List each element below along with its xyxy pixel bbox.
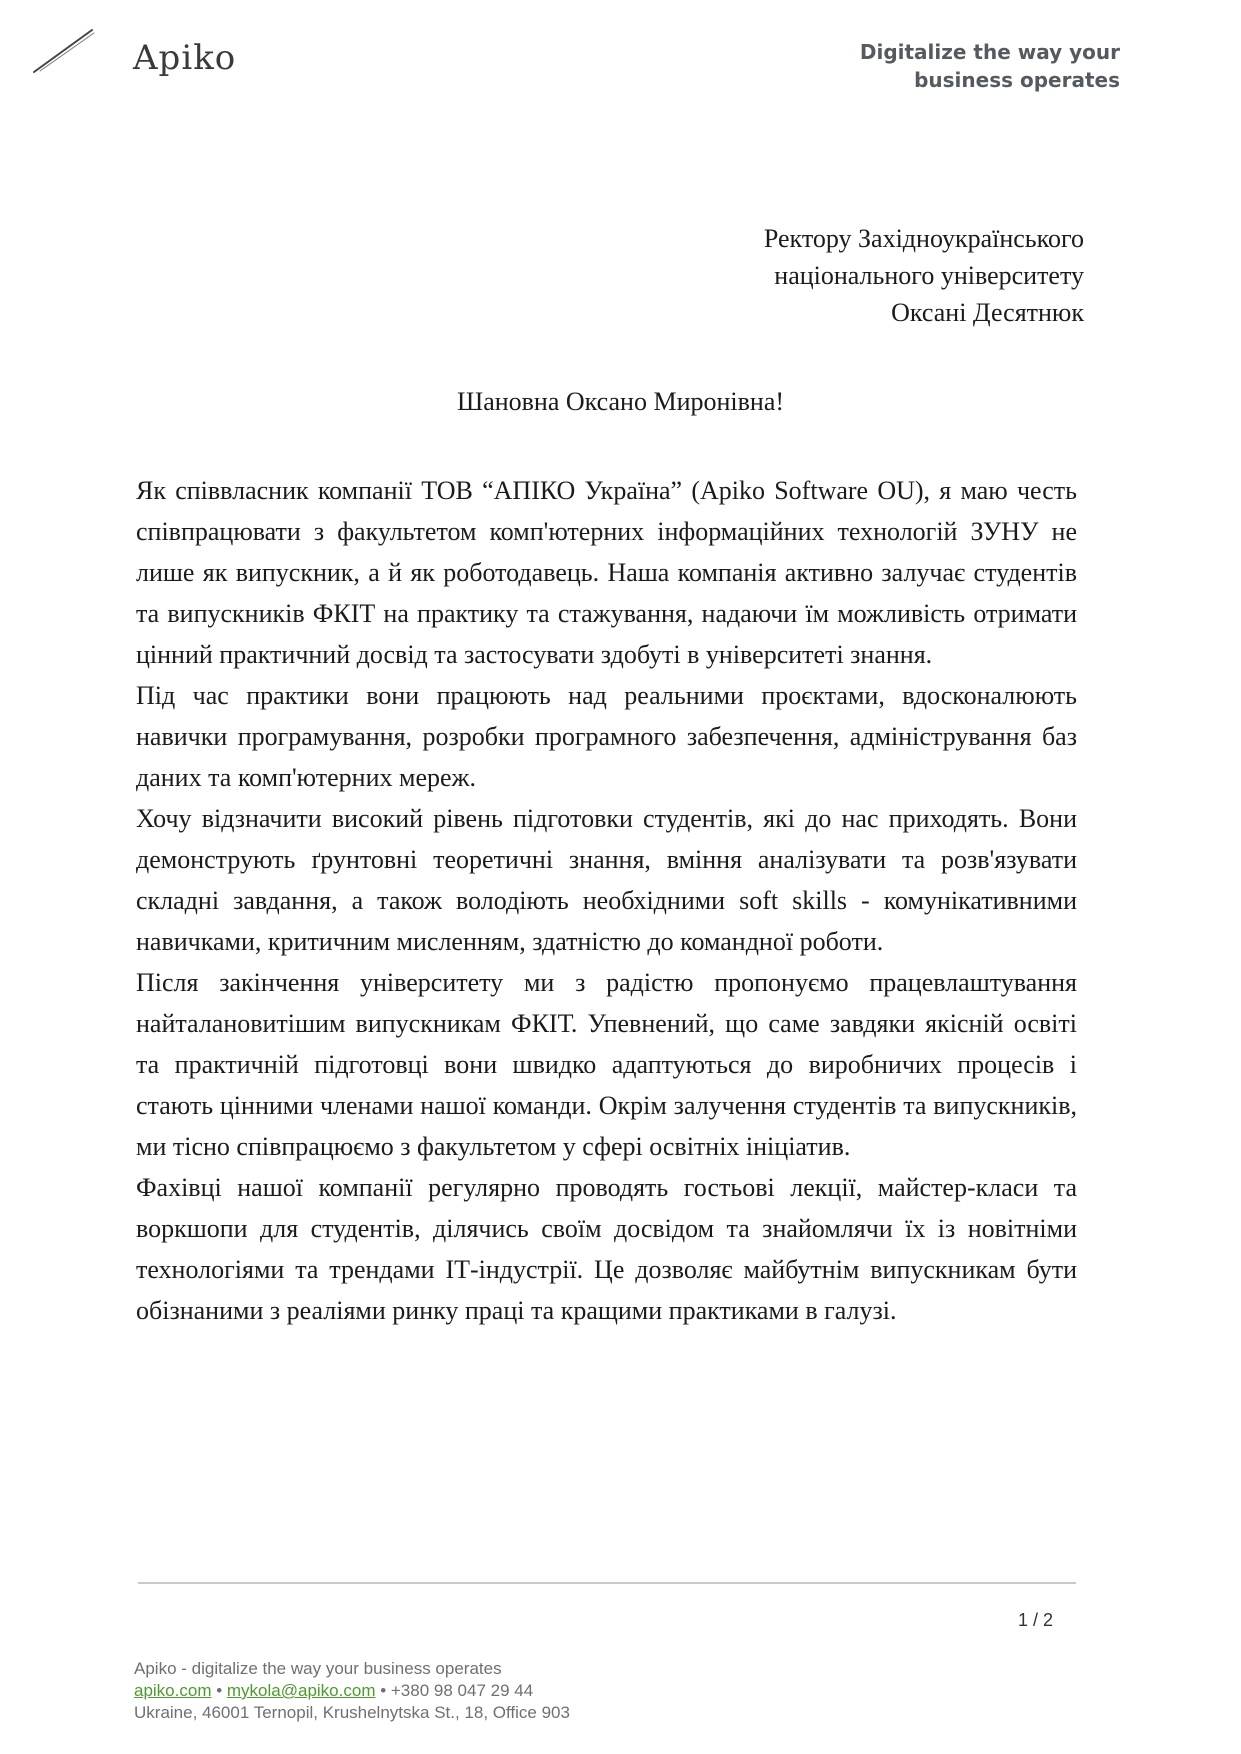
salutation: Шановна Оксано Миронівна! [456, 387, 785, 416]
tagline-line1: Digitalize the way your [859, 40, 1120, 64]
body-paragraph: Фахівці нашої компанії регулярно проводять гостьові лекції, майстер-класи та воркшопи для студентів, ділячись своїм досвідом та знайомлячи їх із новітніми технологіями та трендами ІТ-індустрії. Це дозволяє майбутнім випускникам бути обізнаними з реаліями ринку праці та кращими практиками в галузі. [136, 1173, 1077, 1325]
addressee-block [764, 220, 1084, 331]
email-link[interactable]: mykola@apiko.com [226, 1681, 376, 1700]
body-paragraph: Після закінчення університету ми з радістю пропонуємо працевлаштування найталановитішим випускникам ФКІТ. Упевнений, що саме завдяки якісній освіті та практичній підготовці вони швидко адаптуються до виробничих процесів і стають цінними членами нашої команди. Окрім залучення студентів та випускників, ми тісно співпрацюємо з факультетом у сфері освітніх ініціатив. [136, 968, 1077, 1161]
company-logo: Apiko [133, 38, 237, 78]
footer-contacts [134, 1680, 570, 1702]
footer-phone: • +380 98 047 29 44 [375, 1681, 534, 1700]
footer-divider [138, 1582, 1076, 1584]
addressee-line: Ректору Західноукраїнського [763, 224, 1084, 253]
footer [134, 1658, 570, 1724]
body-paragraph: Під час практики вони працюють над реальними проєктами, вдосконалюють навички програмування, розробки програмного забезпечення, адміністрування баз даних та комп'ютерних мереж. [136, 681, 1077, 792]
letter-body [136, 470, 1077, 1331]
footer-address: Ukraine, 46001 Ternopil, Krushelnytska St., 18, Office 903 [134, 1703, 570, 1722]
footer-tagline: Apiko - digitalize the way your business operates [134, 1659, 502, 1678]
addressee-line: національного університету [774, 261, 1084, 290]
footer-separator: • [211, 1681, 227, 1700]
header-tagline [860, 38, 1120, 94]
addressee-line: Оксані Десятнюк [891, 298, 1084, 327]
website-link[interactable]: apiko.com [134, 1681, 212, 1700]
pen-stroke-icon [30, 24, 100, 78]
page-number: 1 / 2 [1018, 1610, 1054, 1630]
body-paragraph: Хочу відзначити високий рівень підготовки студентів, які до нас приходять. Вони демонструють ґрунтовні теоретичні знання, вміння аналізувати та розв'язувати складні завдання, а також володіють необхідними soft skills - комунікативними навичками, критичним мисленням, здатністю до командної роботи. [136, 804, 1077, 956]
body-paragraph: Як співвласник компанії ТОВ “АПІКО Україна” (Apiko Software OU), я маю честь співпрацювати з факультетом комп'ютерних інформаційних технологій ЗУНУ не лише як випускник, а й як роботодавець. Наша компанія активно залучає студентів та випускників ФКІТ на практику та стажування, надаючи їм можливість отримати цінний практичний досвід та застосувати здобуті в університеті знання. [136, 476, 1077, 669]
tagline-line2: business operates [914, 68, 1120, 92]
